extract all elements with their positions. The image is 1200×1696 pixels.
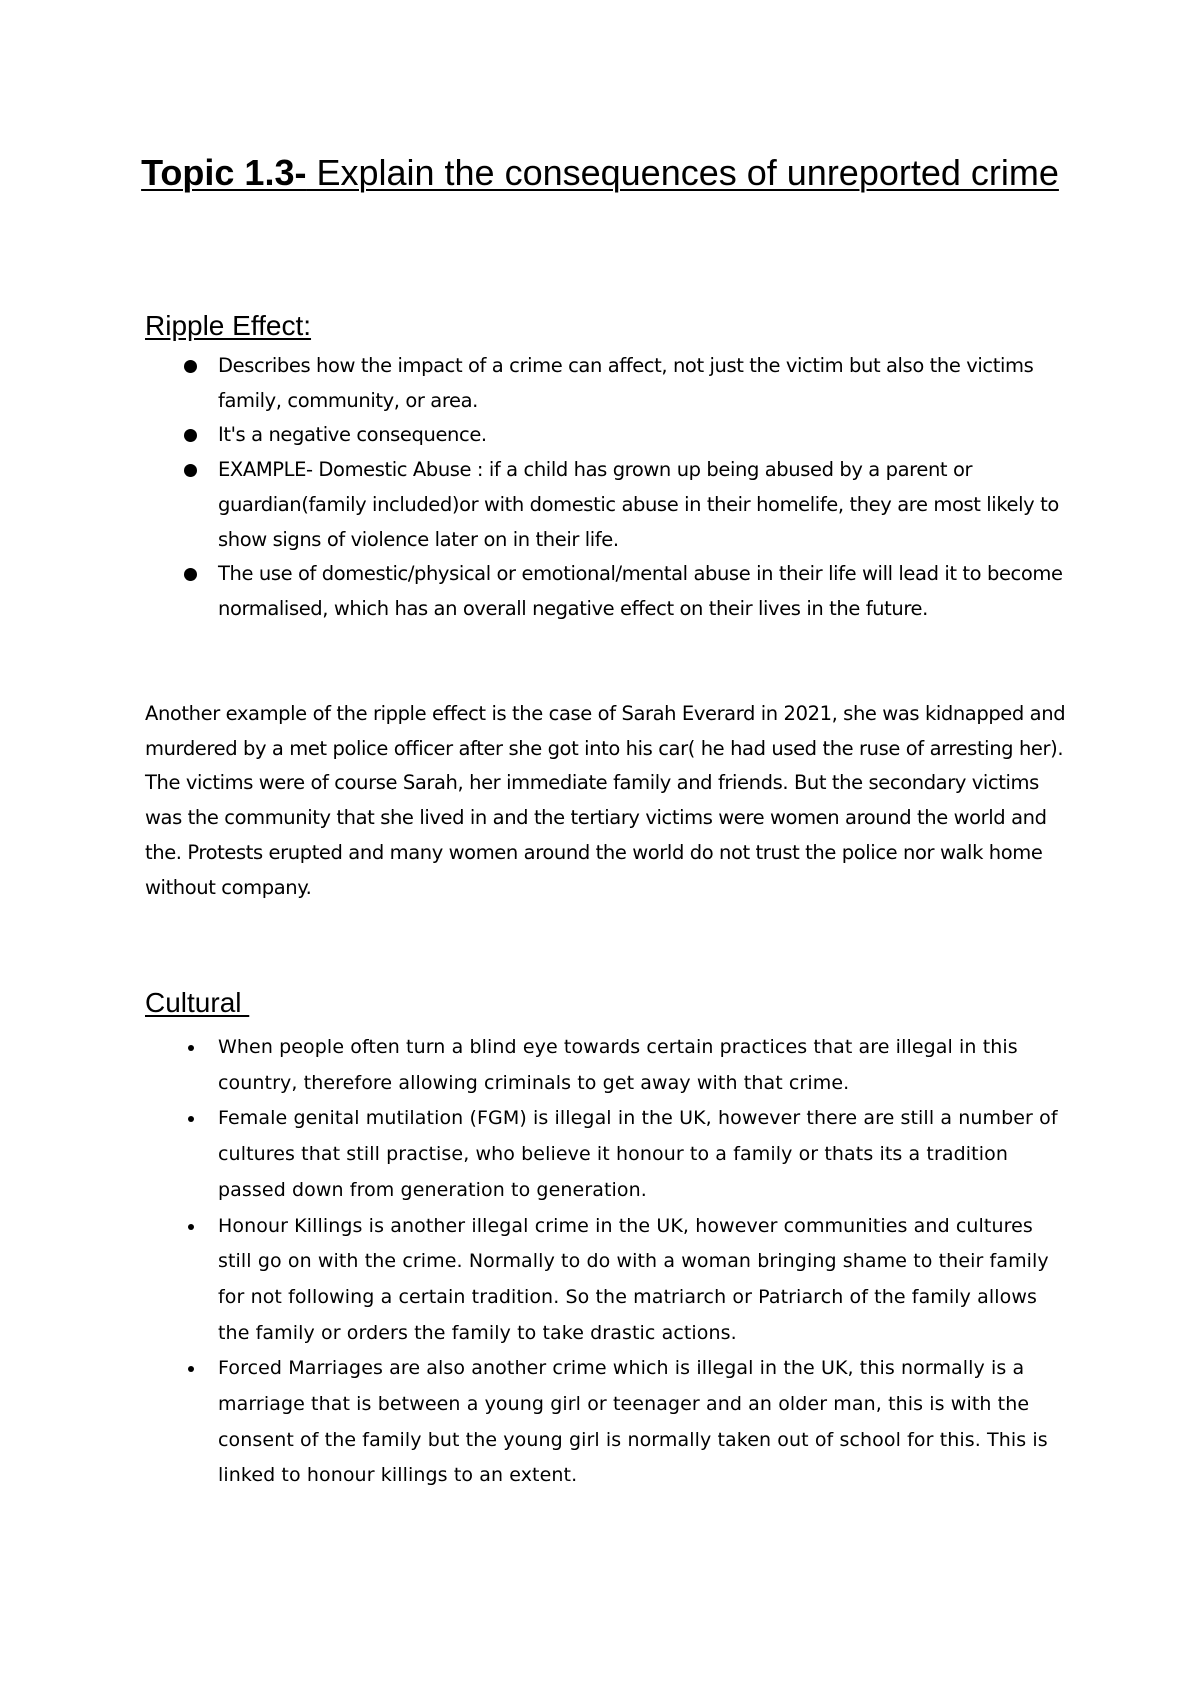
list-item-text: Honour Killings is another illegal crime in the UK, however communities and cultures still go on with the crime. Normally to do with a woman bringing shame to their family for not following a certain tradition. So the matriarch or Patriarch of the family allows the family or orders the family to take drastic actions.	[218, 1214, 1049, 1344]
bullet-icon	[184, 360, 197, 373]
list-item-text: The use of domestic/physical or emotional/mental abuse in their life will lead it to become normalised, which has an overall negative effect on their lives in the future.	[218, 562, 1063, 620]
list-item-text: Forced Marriages are also another crime which is illegal in the UK, this normally is a marriage that is between a young girl or teenager and an older man, this is with the consent of the family but the young girl is normally taken out of school for this. This is linked to honour killings to an extent.	[218, 1357, 1048, 1487]
cultural-list	[218, 1030, 1068, 1494]
list-item	[218, 557, 1068, 626]
list-item	[218, 418, 1068, 453]
list-item-text: Female genital mutilation (FGM) is illegal in the UK, however there are still a number of cultures that still practise, who believe it honour to a family or thats its a tradition passed down from generation to generation.	[218, 1107, 1058, 1201]
sarah-everard-paragraph: Another example of the ripple effect is the case of Sarah Everard in 2021, she was kidnapped and murdered by a met police officer after she got into his car( he had used the ruse of arresting her). The victims were of course Sarah, her immediate family and friends. But the secondary victims was the community that she lived in and the tertiary victims were women around the world and the. Protests erupted and many women around the world do not trust the police nor walk home without company.	[145, 702, 1066, 899]
cultural-heading: Cultural	[145, 987, 250, 1018]
topic-number: Topic 1.3-	[141, 152, 307, 193]
bullet-icon	[188, 1224, 194, 1230]
ripple-effect-list	[218, 349, 1068, 627]
list-item-text: Describes how the impact of a crime can affect, not just the victim but also the victims family, community, or area.	[218, 354, 1034, 412]
bullet-icon	[188, 1116, 194, 1122]
list-item-text: When people often turn a blind eye towards certain practices that are illegal in this country, therefore allowing criminals to get away with that crime.	[218, 1036, 1018, 1094]
list-item	[218, 1101, 1068, 1208]
bullet-icon	[184, 464, 197, 477]
bullet-icon	[188, 1366, 194, 1372]
list-item-text: EXAMPLE- Domestic Abuse : if a child has grown up being abused by a parent or guardian(family included)or with domestic abuse in their homelife, they are most likely to show signs of violence later on in their life.	[218, 458, 1059, 551]
list-item	[218, 1209, 1068, 1352]
list-item	[218, 1030, 1068, 1101]
list-item	[218, 349, 1068, 418]
list-item	[218, 453, 1068, 557]
list-item	[218, 1351, 1068, 1494]
bullet-icon	[184, 568, 197, 581]
bullet-icon	[184, 429, 197, 442]
page-title	[130, 146, 1070, 199]
ripple-effect-heading: Ripple Effect:	[145, 310, 312, 341]
list-item-text: It's a negative consequence.	[218, 423, 487, 447]
topic-title: Explain the consequences of unreported crime	[306, 152, 1059, 193]
bullet-icon	[188, 1045, 194, 1051]
